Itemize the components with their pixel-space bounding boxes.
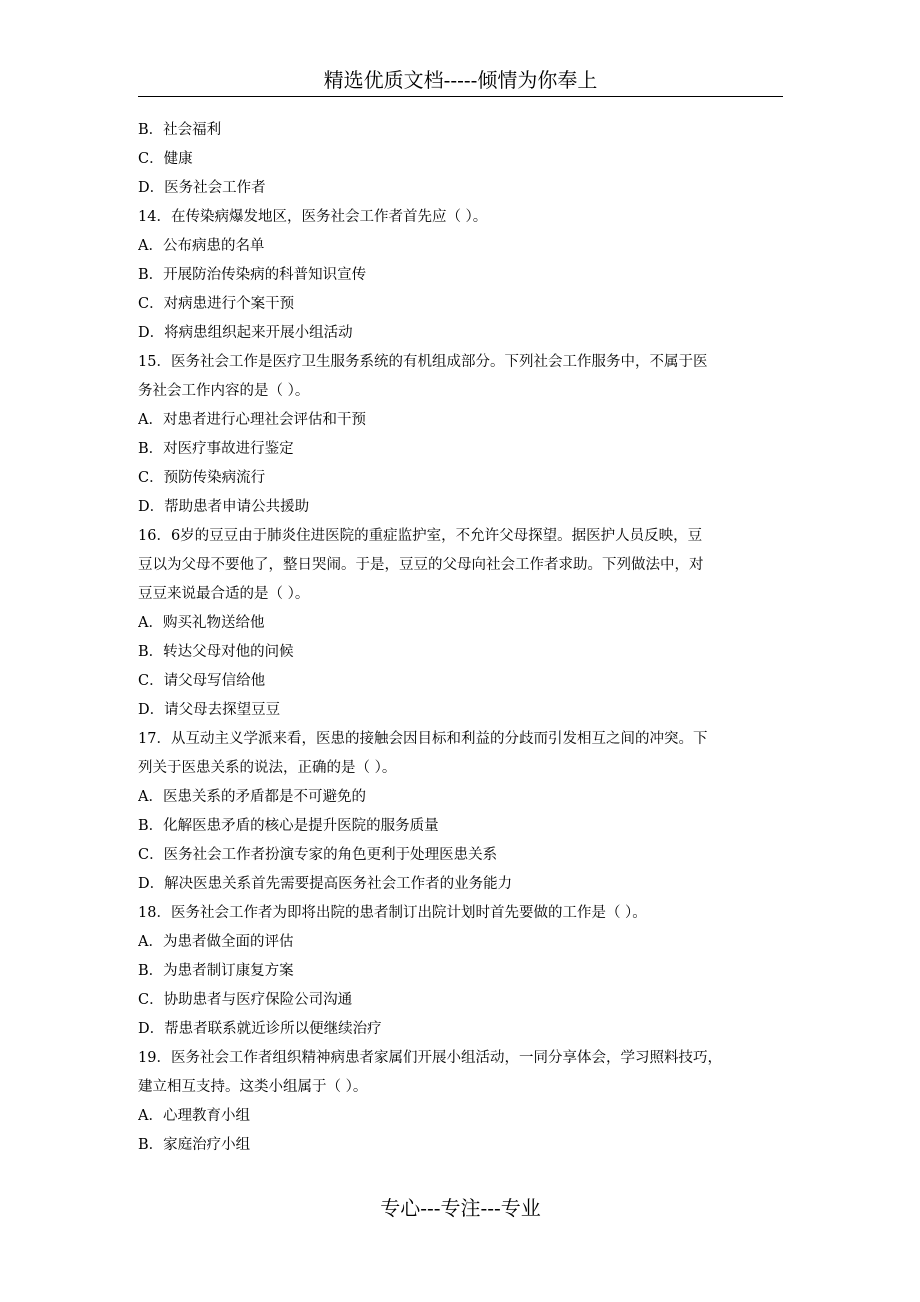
text-line: B．转达父母对他的问候 [138, 644, 294, 660]
page-header: 精选优质文档-----倾情为你奉上 [323, 68, 598, 92]
text-line: B．家庭治疗小组 [138, 1137, 251, 1153]
page-footer: 专心---专注---专业 [380, 1196, 541, 1220]
question-18: 18．医务社会工作者为即将出院的患者制订出院计划时首先要做的工作是（ ）。 [138, 905, 647, 921]
text-line: C．对病患进行个案干预 [138, 296, 295, 312]
text-line: A．公布病患的名单 [138, 238, 265, 254]
text-line: C．预防传染病流行 [138, 470, 266, 486]
text-line: C．请父母写信给他 [138, 673, 266, 689]
text-line: B．化解医患矛盾的核心是提升医院的服务质量 [138, 818, 439, 834]
question-17: 17．从互动主义学派来看，医患的接触会因目标和利益的分歧而引发相互之间的冲突。下 [138, 731, 708, 747]
text-line: B．社会福利 [138, 122, 222, 138]
text-line: B．对医疗事故进行鉴定 [138, 441, 294, 457]
text-line: 务社会工作内容的是（ ）。 [138, 383, 310, 399]
text-line: A．心理教育小组 [138, 1108, 250, 1124]
text-line: D．医务社会工作者 [138, 180, 266, 196]
text-line: 豆豆来说最合适的是（ ）。 [138, 586, 310, 602]
text-line: C．协助患者与医疗保险公司沟通 [138, 992, 353, 1008]
text-line: A．对患者进行心理社会评估和干预 [138, 412, 366, 428]
text-line: 建立相互支持。这类小组属于（ ）。 [138, 1079, 368, 1095]
text-line: B．为患者制订康复方案 [138, 963, 294, 979]
text-line: C．医务社会工作者扮演专家的角色更利于处理医患关系 [138, 847, 498, 863]
text-line: D．帮患者联系就近诊所以便继续治疗 [138, 1021, 382, 1037]
text-line: A．购买礼物送给他 [138, 615, 265, 631]
text-line: 豆以为父母不要他了，整日哭闹。于是，豆豆的父母向社会工作者求助。下列做法中，对 [138, 557, 704, 573]
text-line: A．医患关系的矛盾都是不可避免的 [138, 789, 366, 805]
question-19: 19．医务社会工作者组织精神病患者家属们开展小组活动，一同分享体会，学习照料技巧， [138, 1050, 722, 1066]
question-16: 16．6岁的豆豆由于肺炎住进医院的重症监护室，不允许父母探望。据医护人员反映，豆 [138, 528, 703, 544]
question-15: 15．医务社会工作是医疗卫生服务系统的有机组成部分。下列社会工作服务中，不属于医 [138, 354, 708, 370]
text-line: D．请父母去探望豆豆 [138, 702, 281, 718]
text-line: D．将病患组织起来开展小组活动 [138, 325, 353, 341]
text-line: D．解决医患关系首先需要提高医务社会工作者的业务能力 [138, 876, 513, 892]
text-line: B．开展防治传染病的科普知识宣传 [138, 267, 367, 283]
text-line: 列关于医患关系的说法，正确的是（ ）。 [138, 760, 397, 776]
text-line: C．健康 [138, 151, 193, 167]
header-divider [138, 96, 783, 97]
question-14: 14．在传染病爆发地区，医务社会工作者首先应（ ）。 [138, 209, 488, 225]
text-line: A．为患者做全面的评估 [138, 934, 294, 950]
document-body [138, 116, 783, 1160]
text-line: D．帮助患者申请公共援助 [138, 499, 310, 515]
